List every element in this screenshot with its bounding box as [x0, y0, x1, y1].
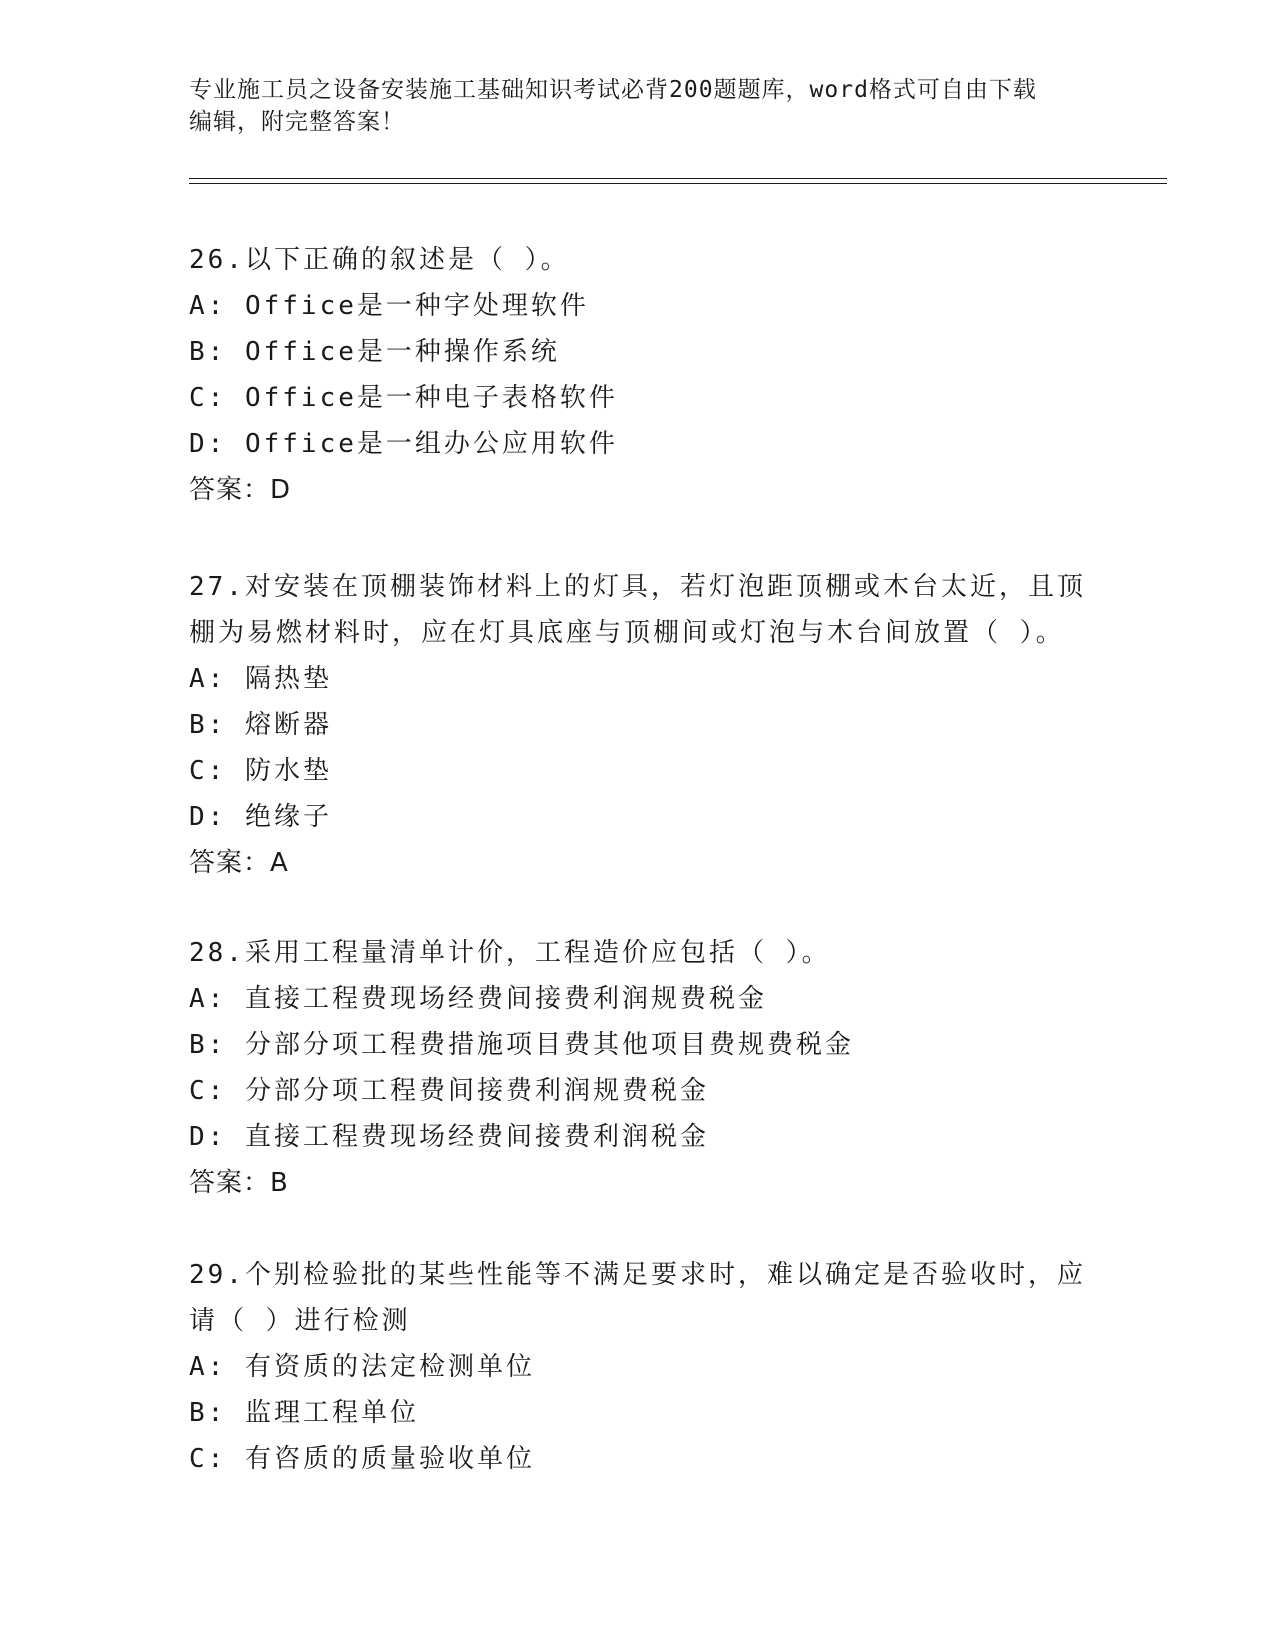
option-c: C: 防水垫 — [189, 756, 332, 786]
header-divider-top — [189, 178, 1167, 179]
option-a: A: 隔热垫 — [189, 664, 332, 694]
answer-line: 答案：B — [189, 1168, 289, 1198]
option-c: C: 有咨质的质量验收单位 — [189, 1444, 535, 1474]
question-stem: 26.以下正确的叙述是（ ）。 — [189, 245, 570, 275]
question-26 — [189, 237, 1089, 513]
question-stem-continued: 棚为易燃材料时，应在灯具底座与顶棚间或灯泡与木台间放置（ ）。 — [189, 618, 1065, 648]
header-title-line-2: 编辑，附完整答案！ — [189, 109, 405, 135]
question-28 — [189, 930, 1089, 1206]
answer-line: 答案：A — [189, 848, 289, 878]
answer-line: 答案：D — [189, 475, 292, 505]
question-27 — [189, 564, 1089, 886]
option-a: A: 有资质的法定检测单位 — [189, 1352, 535, 1382]
option-a: A: Office是一种字处理软件 — [189, 291, 589, 321]
option-b: B: 分部分项工程费措施项目费其他项目费规费税金 — [189, 1030, 854, 1060]
question-stem-continued: 请（ ）进行检测 — [189, 1306, 411, 1336]
option-c: C: Office是一种电子表格软件 — [189, 383, 618, 413]
option-b: B: Office是一种操作系统 — [189, 337, 560, 367]
option-a: A: 直接工程费现场经费间接费利润规费税金 — [189, 984, 767, 1014]
question-stem: 27.对安装在顶棚装饰材料上的灯具，若灯泡距顶棚或木台太近，且顶 — [189, 572, 1086, 602]
question-29 — [189, 1252, 1089, 1482]
question-stem: 28.采用工程量清单计价，工程造价应包括（ ）。 — [189, 938, 831, 968]
option-d: D: Office是一组办公应用软件 — [189, 429, 618, 459]
header-divider-bottom — [189, 183, 1167, 184]
question-stem: 29.个别检验批的某些性能等不满足要求时，难以确定是否验收时，应 — [189, 1260, 1086, 1290]
option-d: D: 绝缘子 — [189, 802, 332, 832]
option-b: B: 监理工程单位 — [189, 1398, 419, 1428]
option-b: B: 熔断器 — [189, 710, 332, 740]
option-c: C: 分部分项工程费间接费利润规费税金 — [189, 1076, 709, 1106]
header-title-line-1: 专业施工员之设备安装施工基础知识考试必背200题题库，word格式可自由下载 — [189, 77, 1037, 103]
option-d: D: 直接工程费现场经费间接费利润税金 — [189, 1122, 709, 1152]
document-header — [189, 74, 1089, 138]
